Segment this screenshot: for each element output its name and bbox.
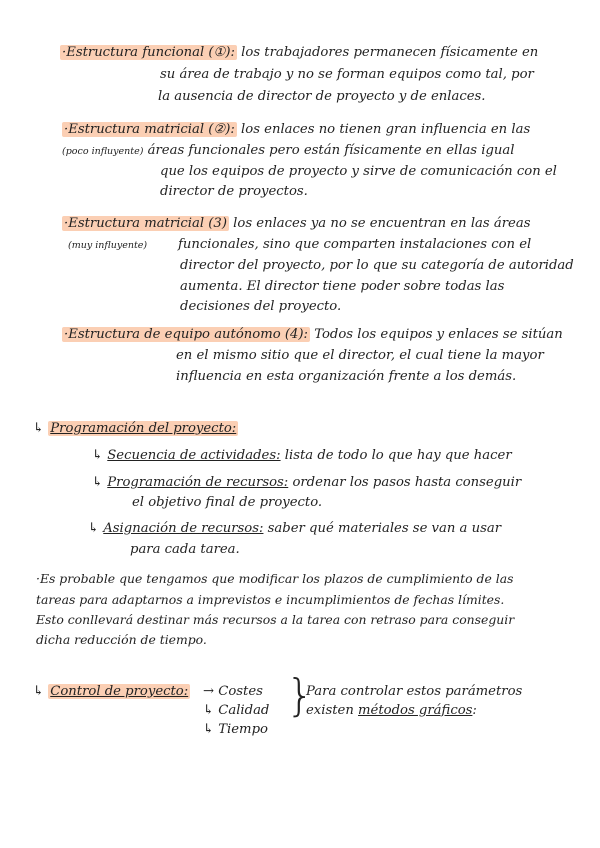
sec2-line-4: director de proyectos. [160, 184, 308, 199]
sec4-line-3: influencia en esta organización frente a los demás. [176, 369, 517, 384]
para-line-4: dicha reducción de tiempo. [36, 632, 207, 647]
prog-item-1 [92, 447, 512, 465]
sec2-text-2: áreas funcionales pero están físicamente en ellas igual [147, 143, 515, 158]
prog-title: Programación del proyecto: [50, 421, 237, 436]
sec3-line-4: aumenta. El director tiene poder sobre todas las [180, 279, 505, 294]
sec3-line-2 [68, 236, 531, 255]
control-title: Control de proyecto: [50, 684, 189, 699]
control-right-existen: existen [306, 703, 354, 718]
prog-item-3-label: Asignación de recursos: [103, 521, 264, 536]
prog-arrow-icon: ↳ [33, 421, 45, 436]
prog-item-3-arrow-icon: ↳ [88, 521, 100, 536]
prog-item-2-text: ordenar los pasos hasta conseguir [292, 475, 522, 490]
sec1-line-2: su área de trabajo y no se forman equipos como tal, por [160, 67, 534, 82]
sec3-side-note: (muy influyente) [68, 240, 148, 251]
prog-item-2-label: Programación de recursos: [107, 475, 289, 490]
control-arrow-icon: ↳ [33, 684, 45, 699]
prog-item-1-text: lista de todo lo que hay que hacer [284, 448, 512, 463]
sec3-line-3: director del proyecto, por lo que su categoría de autoridad [180, 258, 574, 273]
control-right-line-1: Para controlar estos parámetros [306, 684, 523, 699]
control-item-tiempo: ↳ Tiempo [203, 722, 268, 737]
prog-item-3-text: saber qué materiales se van a usar [267, 521, 502, 536]
prog-heading [33, 420, 238, 438]
control-right-metodos: métodos gráficos [358, 703, 473, 718]
prog-item-3 [88, 520, 501, 538]
prog-item-1-arrow-icon: ↳ [92, 448, 104, 463]
sec1-line-3: la ausencia de director de proyecto y de enlaces. [158, 89, 486, 104]
sec2-title: ·Estructura matricial (②): [64, 122, 235, 137]
control-item-costes: → Costes [203, 684, 263, 699]
sec3-line-1 [62, 215, 530, 233]
para-line-1: ·Es probable que tengamos que modificar los plazos de cumplimiento de las [36, 571, 514, 586]
prog-item-1-label: Secuencia de actividades: [107, 448, 281, 463]
sec2-line-1 [62, 121, 530, 139]
sec2-text-1: los enlaces no tienen gran influencia en las [241, 122, 531, 137]
control-brace: } [286, 670, 314, 721]
sec3-text-2: funcionales, sino que comparten instalaciones con el [178, 237, 532, 252]
sec3-line-5: decisiones del proyecto. [180, 299, 342, 314]
prog-item-3-line-2: para cada tarea. [130, 542, 240, 557]
sec1-title: ·Estructura funcional (①): [62, 45, 235, 60]
sec1-text-1: los trabajadores permanecen físicamente en [241, 45, 539, 60]
sec4-line-2: en el mismo sitio que el director, el cual tiene la mayor [176, 348, 544, 363]
sec4-title: ·Estructura de equipo autónomo (4): [64, 327, 308, 342]
prog-item-2-line-2: el objetivo final de proyecto. [132, 495, 323, 510]
control-item-calidad: ↳ Calidad [203, 703, 270, 718]
sec2-line-2 [62, 142, 515, 161]
sec4-text-1: Todos los equipos y enlaces se sitúan [314, 327, 563, 342]
prog-item-2 [92, 474, 521, 492]
control-right-colon: : [472, 703, 477, 718]
para-line-3: Esto conllevará destinar más recursos a la tarea con retraso para conseguir [36, 612, 515, 627]
control-heading [33, 683, 190, 701]
sec4-line-1 [62, 326, 563, 344]
sec2-side-note: (poco influyente) [62, 146, 144, 157]
control-right-line-2 [306, 702, 477, 720]
prog-item-2-arrow-icon: ↳ [92, 475, 104, 490]
sec2-line-3: que los equipos de proyecto y sirve de comunicación con el [160, 164, 557, 179]
para-line-2: tareas para adaptarnos a imprevistos e incumplimientos de fechas límites. [36, 592, 505, 607]
sec1-line-1 [60, 44, 538, 62]
sec3-text-1: los enlaces ya no se encuentran en las áreas [233, 216, 531, 231]
sec3-title: ·Estructura matricial (3) [64, 216, 227, 231]
